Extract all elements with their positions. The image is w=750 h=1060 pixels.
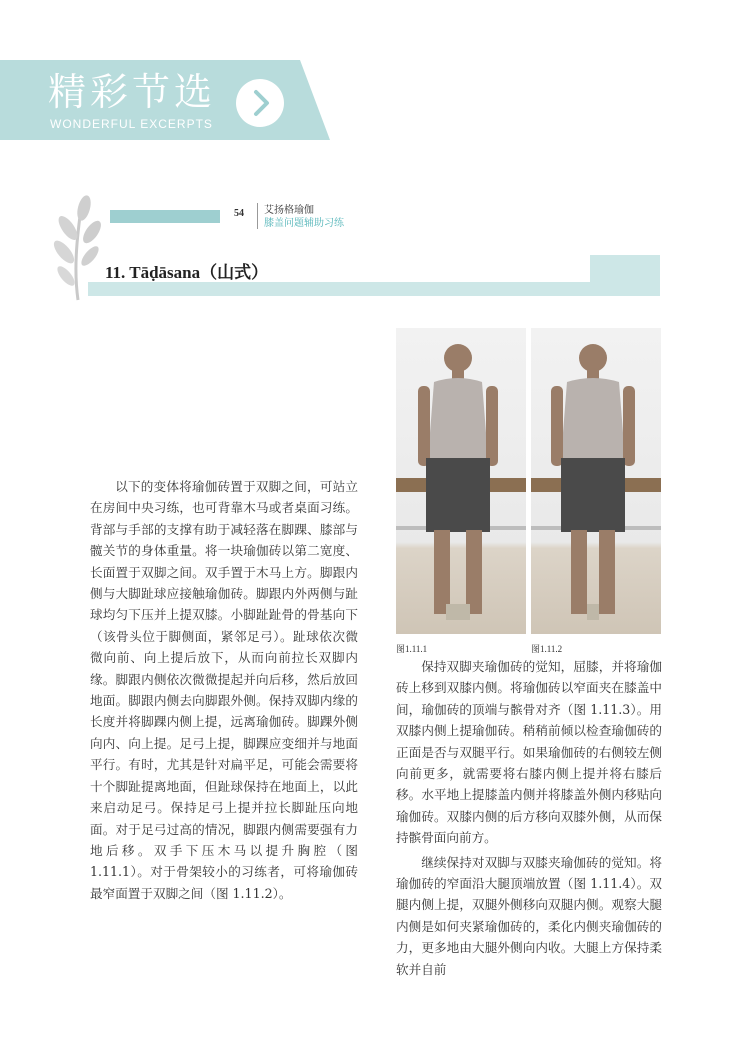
figure-photo-1: [396, 328, 526, 634]
header-divider: [257, 203, 258, 229]
book-title: 艾扬格瑜伽: [264, 205, 314, 216]
book-subtitle: 膝盖问题辅助习练: [264, 218, 344, 229]
section-title-block: [590, 255, 660, 296]
figure-caption-1: 图1.11.1: [396, 644, 428, 654]
header-accent-bar: [110, 210, 220, 223]
body-paragraph-right-2: 继续保持对双脚与双膝夹瑜伽砖的觉知。将瑜伽砖的窄面沿大腿顶端放置（图 1.11.4）。双腿内侧上提，双腿外侧移向双腿内侧。观察大腿内侧是如何夹紧瑜伽砖的，柔化内侧夹瑜伽砖的力，更多地由大腿外侧向内收。大腿上方保持柔软并自前: [396, 854, 662, 977]
section-title: 11. Tāḍāsana（山式）: [105, 263, 269, 282]
page-number: 54: [234, 208, 244, 219]
banner-title: 精彩节选: [48, 70, 217, 114]
figure-caption-2: 图1.11.2: [531, 644, 563, 654]
section-title-bar: [88, 282, 660, 296]
body-paragraph-left: 以下的变体将瑜伽砖置于双脚之间，可站立在房间中央习练，也可背靠木马或者桌面习练。背部与手部的支撑有助于减轻落在脚踝、膝部与髋关节的身体重量。将一块瑜伽砖以第二宽度、长面置于双脚之间。双手置于木马上方。脚跟内侧与大脚趾球应接触瑜伽砖。脚跟内外两侧与趾球均匀下压并上提双膝。小脚趾趾骨的骨基向下（该骨头位于脚侧面，紧邻足弓）。趾球依次微微向前、向上提后放下，从而向前拉长双脚内缘。脚跟内侧依次微微提起并向后移，然后放回地面。脚跟内侧去向脚跟外侧。保持双脚内缘的长度并将脚踝内侧上提，远离瑜伽砖。脚踝外侧向内、向上提。足弓上提，脚踝应变细并与地面平行。有时，尤其是针对扁平足，可能会需要将十个脚趾提离地面，但趾球保持在地面上，以此来启动足弓。保持足弓上提并拉长脚趾压向地面。对于足弓过高的情况，脚跟内侧需要强有力地后移。双手下压木马以提升胸腔（图 1.11.1）。对于骨架较小的习练者，可将瑜伽砖最窄面置于双脚之间（图 1.11.2）。: [90, 479, 358, 901]
figure-photo-2: [531, 328, 661, 634]
banner-subtitle: WONDERFUL EXCERPTS: [50, 117, 213, 131]
body-column-right: [396, 656, 662, 980]
chevron-right-icon[interactable]: [236, 79, 284, 127]
body-paragraph-right-1: 保持双脚夹瑜伽砖的觉知，屈膝，并将瑜伽砖上移到双膝内侧。将瑜伽砖以窄面夹在膝盖中间，瑜伽砖的顶端与髌骨对齐（图 1.11.3）。用双膝内侧上提瑜伽砖。稍稍前倾以检查瑜伽砖的正面是否与双腿平行。如果瑜伽砖的右侧较左侧向前更多，就需要将右膝内侧上提并将右膝后移。水平地上提膝盖内侧并将膝盖外侧内移贴向瑜伽砖。双膝内侧的后方移向双膝外侧，从而保持髌骨面向前方。: [396, 659, 662, 846]
